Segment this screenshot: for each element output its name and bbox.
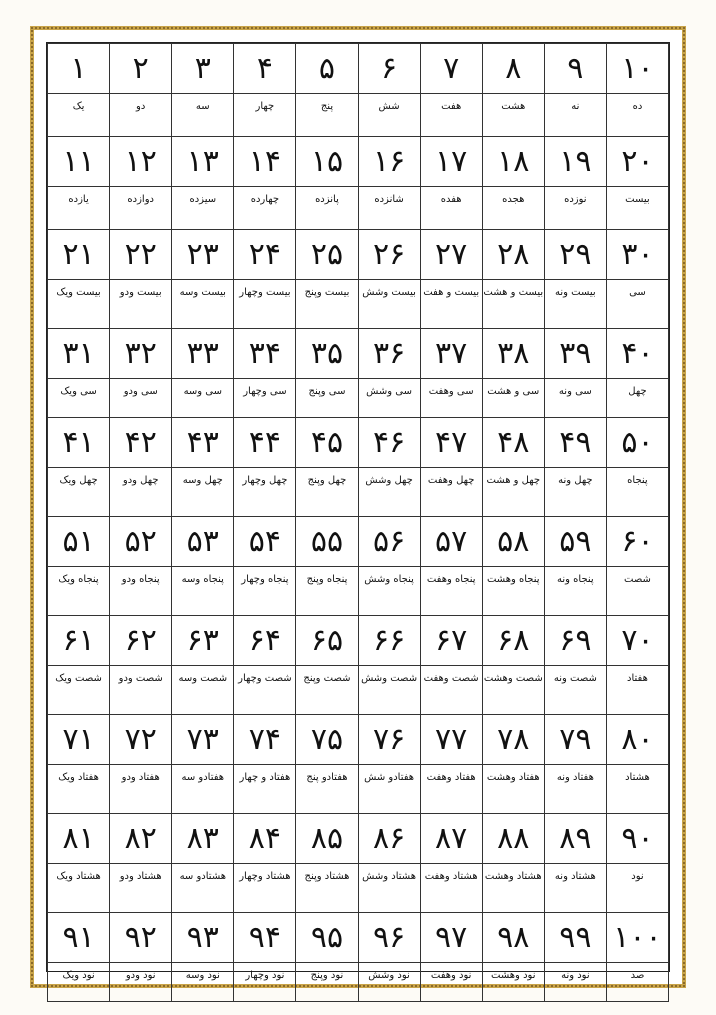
word-cell: هفتاد ونه <box>544 765 606 814</box>
number-cell: ۵۵ <box>296 517 358 567</box>
number-cell: ۶۱ <box>48 616 110 666</box>
number-cell: ۷۹ <box>544 715 606 765</box>
word-cell: شصت ونه <box>544 666 606 715</box>
word-cell: هشتاد وهشت <box>482 864 544 913</box>
word-cell: هشتاد <box>606 765 668 814</box>
word-cell: چهار <box>234 94 296 137</box>
number-cell: ۶۷ <box>420 616 482 666</box>
word-cell: چهل ویک <box>48 468 110 517</box>
number-row <box>48 230 669 280</box>
number-cell: ۳۰ <box>606 230 668 280</box>
number-row <box>48 44 669 94</box>
number-cell: ۹۵ <box>296 913 358 963</box>
number-cell: ۳۴ <box>234 329 296 379</box>
word-cell: هشتاد وپنج <box>296 864 358 913</box>
word-cell: سی ویک <box>48 379 110 418</box>
number-cell: ۲۷ <box>420 230 482 280</box>
number-cell: ۷۴ <box>234 715 296 765</box>
word-cell: یازده <box>48 187 110 230</box>
number-cell: ۹۸ <box>482 913 544 963</box>
number-row <box>48 814 669 864</box>
number-cell: ۴۶ <box>358 418 420 468</box>
number-cell: ۵۴ <box>234 517 296 567</box>
number-cell: ۲۱ <box>48 230 110 280</box>
word-cell: هشتاد وچهار <box>234 864 296 913</box>
number-row <box>48 418 669 468</box>
word-cell: بیست وپنج <box>296 280 358 329</box>
number-cell: ۶۶ <box>358 616 420 666</box>
number-cell: ۴۲ <box>110 418 172 468</box>
number-cell: ۵۳ <box>172 517 234 567</box>
word-cell: هفتاد <box>606 666 668 715</box>
number-cell: ۹۶ <box>358 913 420 963</box>
number-cell: ۴ <box>234 44 296 94</box>
number-cell: ۸۹ <box>544 814 606 864</box>
number-cell: ۷ <box>420 44 482 94</box>
number-cell: ۹۰ <box>606 814 668 864</box>
word-cell: چهل ودو <box>110 468 172 517</box>
word-cell: پنجاه وهفت <box>420 567 482 616</box>
number-cell: ۹۷ <box>420 913 482 963</box>
number-cell: ۳۳ <box>172 329 234 379</box>
word-cell: بیست ونه <box>544 280 606 329</box>
word-cell: سی وشش <box>358 379 420 418</box>
number-cell: ۱۳ <box>172 137 234 187</box>
word-row <box>48 963 669 1002</box>
number-cell: ۷۶ <box>358 715 420 765</box>
number-cell: ۷۰ <box>606 616 668 666</box>
word-cell: نود وهشت <box>482 963 544 1002</box>
number-cell: ۹۳ <box>172 913 234 963</box>
word-cell: سی وچهار <box>234 379 296 418</box>
number-cell: ۴۸ <box>482 418 544 468</box>
word-cell: نه <box>544 94 606 137</box>
word-cell: چهل وچهار <box>234 468 296 517</box>
number-cell: ۸۲ <box>110 814 172 864</box>
number-cell: ۵۷ <box>420 517 482 567</box>
word-cell: سی <box>606 280 668 329</box>
word-cell: نود وشش <box>358 963 420 1002</box>
number-cell: ۱ <box>48 44 110 94</box>
word-cell: نود ویک <box>48 963 110 1002</box>
word-cell: شصت <box>606 567 668 616</box>
number-cell: ۵۰ <box>606 418 668 468</box>
number-cell: ۲۰ <box>606 137 668 187</box>
number-cell: ۴۵ <box>296 418 358 468</box>
word-cell: نود وچهار <box>234 963 296 1002</box>
word-cell: چهل <box>606 379 668 418</box>
number-cell: ۴۹ <box>544 418 606 468</box>
number-cell: ۳۹ <box>544 329 606 379</box>
word-cell: شصت ودو <box>110 666 172 715</box>
word-cell: نود ودو <box>110 963 172 1002</box>
number-cell: ۹ <box>544 44 606 94</box>
word-cell: سی ودو <box>110 379 172 418</box>
word-cell: هفتادو سه <box>172 765 234 814</box>
word-cell: بیست و هشت <box>482 280 544 329</box>
number-cell: ۳۶ <box>358 329 420 379</box>
word-cell: سی وهفت <box>420 379 482 418</box>
number-cell: ۱۱ <box>48 137 110 187</box>
word-cell: هشتاد وهفت <box>420 864 482 913</box>
number-cell: ۶۲ <box>110 616 172 666</box>
number-row <box>48 329 669 379</box>
word-cell: شصت وپنج <box>296 666 358 715</box>
word-cell: هفتادو شش <box>358 765 420 814</box>
decorative-border <box>30 26 686 988</box>
number-cell: ۸ <box>482 44 544 94</box>
word-cell: دوازده <box>110 187 172 230</box>
word-row <box>48 379 669 418</box>
number-cell: ۷۲ <box>110 715 172 765</box>
word-cell: شانزده <box>358 187 420 230</box>
word-cell: شصت وهشت <box>482 666 544 715</box>
number-cell: ۵۲ <box>110 517 172 567</box>
number-cell: ۱۰ <box>606 44 668 94</box>
number-cell: ۴۷ <box>420 418 482 468</box>
word-cell: شصت وشش <box>358 666 420 715</box>
number-cell: ۶۸ <box>482 616 544 666</box>
word-cell: هشتاد ونه <box>544 864 606 913</box>
word-cell: پنجاه وهشت <box>482 567 544 616</box>
number-cell: ۲۳ <box>172 230 234 280</box>
word-cell: سه <box>172 94 234 137</box>
word-row <box>48 666 669 715</box>
word-cell: سی ونه <box>544 379 606 418</box>
number-row <box>48 137 669 187</box>
number-row <box>48 517 669 567</box>
number-cell: ۸۵ <box>296 814 358 864</box>
word-cell: چهل و هشت <box>482 468 544 517</box>
number-cell: ۹۲ <box>110 913 172 963</box>
number-cell: ۲۸ <box>482 230 544 280</box>
number-cell: ۱۲ <box>110 137 172 187</box>
word-cell: بیست و هفت <box>420 280 482 329</box>
word-cell: هفتاد وهفت <box>420 765 482 814</box>
word-cell: چهل ونه <box>544 468 606 517</box>
word-cell: پانزده <box>296 187 358 230</box>
number-cell: ۶۹ <box>544 616 606 666</box>
word-cell: چهارده <box>234 187 296 230</box>
number-cell: ۵۹ <box>544 517 606 567</box>
number-cell: ۴۳ <box>172 418 234 468</box>
number-cell: ۴۰ <box>606 329 668 379</box>
word-cell: نود وپنج <box>296 963 358 1002</box>
word-cell: نوزده <box>544 187 606 230</box>
number-cell: ۵۸ <box>482 517 544 567</box>
word-cell: پنجاه وپنج <box>296 567 358 616</box>
number-cell: ۳۵ <box>296 329 358 379</box>
word-cell: شصت وهفت <box>420 666 482 715</box>
number-cell: ۷۱ <box>48 715 110 765</box>
number-cell: ۹۱ <box>48 913 110 963</box>
word-cell: هجده <box>482 187 544 230</box>
number-cell: ۵۱ <box>48 517 110 567</box>
number-cell: ۱۰۰ <box>606 913 668 963</box>
word-cell: سیزده <box>172 187 234 230</box>
number-cell: ۸۸ <box>482 814 544 864</box>
word-cell: شصت وچهار <box>234 666 296 715</box>
number-cell: ۲۵ <box>296 230 358 280</box>
number-cell: ۸۰ <box>606 715 668 765</box>
word-cell: چهل وشش <box>358 468 420 517</box>
word-cell: نود ونه <box>544 963 606 1002</box>
word-cell: هفتادو پنج <box>296 765 358 814</box>
word-cell: نود <box>606 864 668 913</box>
word-cell: دو <box>110 94 172 137</box>
number-cell: ۲۶ <box>358 230 420 280</box>
word-cell: پنج <box>296 94 358 137</box>
number-cell: ۶۴ <box>234 616 296 666</box>
word-cell: صد <box>606 963 668 1002</box>
number-cell: ۵ <box>296 44 358 94</box>
word-cell: هفتاد ودو <box>110 765 172 814</box>
number-cell: ۵۶ <box>358 517 420 567</box>
word-cell: چهل وسه <box>172 468 234 517</box>
number-cell: ۹۴ <box>234 913 296 963</box>
word-cell: چهل وپنج <box>296 468 358 517</box>
word-cell: هفتاد ویک <box>48 765 110 814</box>
number-cell: ۱۸ <box>482 137 544 187</box>
word-cell: یک <box>48 94 110 137</box>
word-cell: سی وسه <box>172 379 234 418</box>
number-table-container <box>46 42 670 981</box>
number-cell: ۷۵ <box>296 715 358 765</box>
word-cell: هفتاد و چهار <box>234 765 296 814</box>
word-cell: شصت ویک <box>48 666 110 715</box>
word-cell: پنجاه ونه <box>544 567 606 616</box>
word-cell: سی وپنج <box>296 379 358 418</box>
word-cell: پنجاه وچهار <box>234 567 296 616</box>
word-cell: سی و هشت <box>482 379 544 418</box>
word-cell: بیست وسه <box>172 280 234 329</box>
word-cell: شش <box>358 94 420 137</box>
number-cell: ۳۷ <box>420 329 482 379</box>
number-cell: ۲۲ <box>110 230 172 280</box>
number-cell: ۸۱ <box>48 814 110 864</box>
word-cell: هشتاد ودو <box>110 864 172 913</box>
number-cell: ۱۴ <box>234 137 296 187</box>
word-row <box>48 468 669 517</box>
number-cell: ۸۷ <box>420 814 482 864</box>
word-cell: بیست ویک <box>48 280 110 329</box>
number-cell: ۶۵ <box>296 616 358 666</box>
word-row <box>48 280 669 329</box>
number-cell: ۱۷ <box>420 137 482 187</box>
word-cell: نود وهفت <box>420 963 482 1002</box>
number-cell: ۲۴ <box>234 230 296 280</box>
number-cell: ۸۴ <box>234 814 296 864</box>
number-cell: ۲ <box>110 44 172 94</box>
number-table <box>47 43 669 1002</box>
number-cell: ۳۱ <box>48 329 110 379</box>
word-cell: پنجاه وشش <box>358 567 420 616</box>
number-cell: ۸۶ <box>358 814 420 864</box>
word-cell: بیست ودو <box>110 280 172 329</box>
word-cell: بیست وشش <box>358 280 420 329</box>
number-cell: ۶ <box>358 44 420 94</box>
word-row <box>48 567 669 616</box>
number-cell: ۳۲ <box>110 329 172 379</box>
word-cell: بیست وچهار <box>234 280 296 329</box>
word-row <box>48 864 669 913</box>
word-cell: شصت وسه <box>172 666 234 715</box>
word-cell: بیست <box>606 187 668 230</box>
number-cell: ۷۷ <box>420 715 482 765</box>
word-cell: هشتاد ویک <box>48 864 110 913</box>
word-cell: ده <box>606 94 668 137</box>
number-cell: ۸۳ <box>172 814 234 864</box>
number-cell: ۱۵ <box>296 137 358 187</box>
word-cell: پنجاه ودو <box>110 567 172 616</box>
number-row <box>48 913 669 963</box>
number-cell: ۱۹ <box>544 137 606 187</box>
word-cell: هشت <box>482 94 544 137</box>
number-cell: ۷۳ <box>172 715 234 765</box>
word-cell: چهل وهفت <box>420 468 482 517</box>
word-row <box>48 765 669 814</box>
word-cell: پنجاه <box>606 468 668 517</box>
word-row <box>48 94 669 137</box>
word-cell: هشتاد وشش <box>358 864 420 913</box>
word-cell: هشتادو سه <box>172 864 234 913</box>
number-row <box>48 616 669 666</box>
number-cell: ۲۹ <box>544 230 606 280</box>
word-cell: هفده <box>420 187 482 230</box>
word-cell: هفت <box>420 94 482 137</box>
number-cell: ۶۳ <box>172 616 234 666</box>
word-cell: پنجاه ویک <box>48 567 110 616</box>
number-cell: ۴۱ <box>48 418 110 468</box>
number-cell: ۱۶ <box>358 137 420 187</box>
number-row <box>48 715 669 765</box>
number-cell: ۹۹ <box>544 913 606 963</box>
word-cell: نود وسه <box>172 963 234 1002</box>
word-cell: هفتاد وهشت <box>482 765 544 814</box>
number-cell: ۳ <box>172 44 234 94</box>
number-cell: ۷۸ <box>482 715 544 765</box>
number-cell: ۴۴ <box>234 418 296 468</box>
number-cell: ۳۸ <box>482 329 544 379</box>
word-cell: پنجاه وسه <box>172 567 234 616</box>
word-row <box>48 187 669 230</box>
number-cell: ۶۰ <box>606 517 668 567</box>
